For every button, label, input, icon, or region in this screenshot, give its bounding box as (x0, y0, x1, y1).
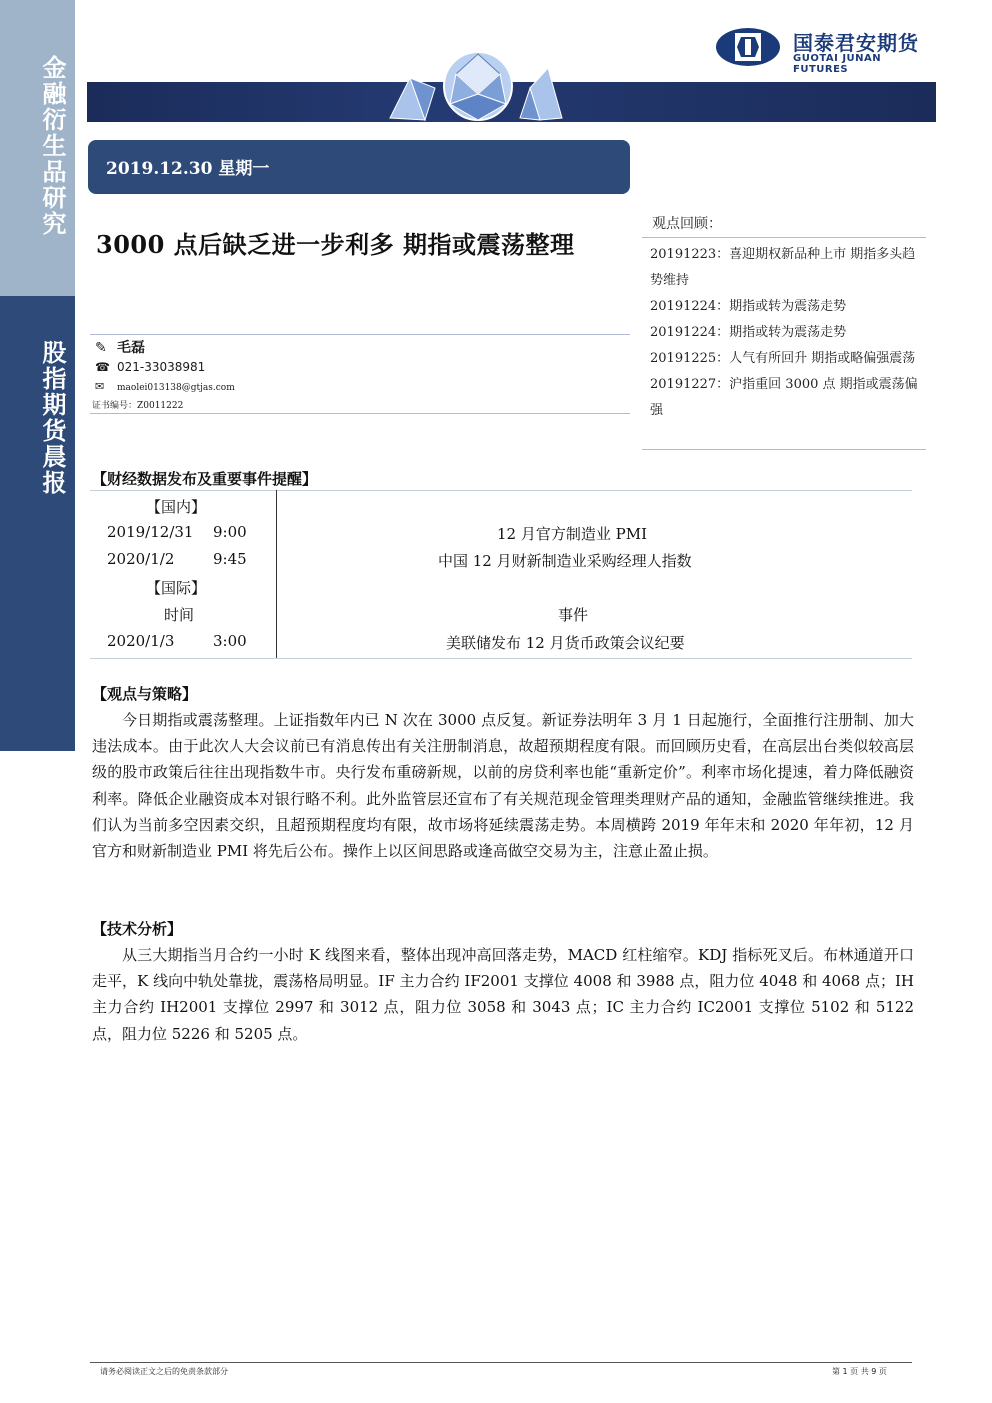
strategy-paragraph: 今日期指或震荡整理。上证指数年内已 N 次在 3000 点反复。新证券法明年 3 月 1 日起施行，全面推行注册制、加大违法成本。由于此次人大会议前已有消息传出有关注册制消息，故超预期程度有限。而回顾历史看，在高层出台类似较高层级的股市政策后往往出现指数牛市。央行发布重磅新规，以前的房贷利率也能“重新定价”。利率市场化提速，着力降低融资利率。降低企业融资成本对银行略不利。此外监管层还宣布了有关规范现金管理类理财产品的通知，金融监管继续推进。我们认为当前多空因素交织，且超预期程度均有限，故市场将延续震荡走势。本周横跨 2019 年年末和 2020 年年初，12 月官方和财新制造业 PMI 将先后公布。操作上以区间思路或逢高做空交易为主，注意止盈止损。 (92, 711, 914, 861)
event-time: 9:00 (213, 523, 247, 541)
company-logo (715, 25, 935, 75)
column-header-event: 事件 (558, 606, 589, 624)
events-divider (90, 490, 912, 491)
report-date-banner (88, 140, 630, 194)
list-item: 20191225：人气有所回升 期指或略偏强震荡 (650, 351, 916, 366)
company-logo-icon (715, 27, 781, 67)
author-certificate: 证书编号：Z0011222 (92, 401, 184, 411)
technical-paragraph: 从三大期指当月合约一小时 K 线图来看，整体出现冲高回落走势，MACD 红柱缩窄。KDJ 指标死叉后。布林通道开口走平，K 线向中轨处靠拢，震荡格局明显。IF 主力合约 IF2001 支撑位 4008 和 3988 点，阻力位 4048 和 4068 点；IH 主力合约 IH2001 支撑位 2997 和 3012 点，阻力位 3058 和 3043 点；IC 主力合约 IC2001 支撑位 5102 和 5122 点，阻力位 5226 和 5205 点。 (92, 946, 914, 1043)
author-divider-bottom (90, 413, 630, 414)
view-review-list (642, 238, 926, 424)
view-review-panel (642, 213, 926, 424)
sidebar-bottom-panel (0, 296, 75, 751)
technical-heading: 【技术分析】 (92, 920, 183, 938)
sidebar-top-panel (0, 0, 75, 296)
author-email-row (95, 380, 235, 393)
event-name: 中国 12 月财新制造业采购经理人指数 (438, 552, 692, 570)
diamond-decoration-icon (380, 48, 570, 128)
domestic-label: 【国内】 (146, 498, 207, 516)
event-name: 12 月官方制造业 PMI (497, 525, 648, 543)
column-header-time: 时间 (164, 606, 195, 624)
author-name-row (95, 337, 145, 357)
pencil-icon: ✎ (95, 340, 107, 356)
author-phone-row (95, 360, 205, 374)
event-name: 美联储发布 12 月货币政策会议纪要 (446, 634, 685, 652)
phone-icon: ☎ (95, 360, 110, 374)
list-item: 20191223：喜迎期权新品种上市 期指多头趋势维持 (650, 247, 916, 288)
event-date: 2020/1/3 (107, 632, 175, 650)
events-divider-bottom (90, 658, 912, 659)
event-time: 3:00 (213, 632, 247, 650)
footer-disclaimer: 请务必阅读正文之后的免责条款部分 (100, 1367, 228, 1376)
footer-divider (90, 1362, 912, 1363)
company-name-en: GUOTAI JUNAN FUTURES (793, 53, 882, 75)
international-label: 【国际】 (146, 579, 207, 597)
report-date: 2019.12.30 星期一 (106, 159, 270, 179)
company-name-cn: 国泰君安期货 (793, 31, 919, 55)
view-review-divider-bottom (642, 449, 926, 450)
list-item: 20191224：期指或转为震荡走势 (650, 325, 847, 340)
list-item: 20191224：期指或转为震荡走势 (650, 299, 847, 314)
list-item: 20191227：沪指重回 3000 点 期指或震荡偏强 (650, 377, 918, 418)
event-date: 2019/12/31 (107, 523, 194, 541)
events-column-divider (276, 490, 277, 658)
strategy-heading: 【观点与策略】 (92, 685, 198, 703)
report-title: 3000 点后缺乏进一步利多 期指或震荡整理 (96, 230, 575, 259)
page-number: 第 1 页 共 9 页 (832, 1367, 887, 1376)
author-email[interactable]: maolei013138@gtjas.com (117, 383, 235, 393)
event-date: 2020/1/2 (107, 550, 175, 568)
sidebar-category-label: 金融衍生品研究 (38, 55, 66, 237)
sidebar-report-type-label: 股指期货晨报 (38, 340, 66, 496)
event-time: 9:45 (213, 550, 247, 568)
author-phone: 021-33038981 (117, 360, 206, 374)
email-icon: ✉ (95, 380, 105, 393)
author-divider-top (90, 334, 630, 335)
author-name: 毛磊 (117, 340, 145, 356)
view-review-title: 观点回顾： (652, 216, 722, 232)
events-heading: 【财经数据发布及重要事件提醒】 (92, 470, 318, 488)
